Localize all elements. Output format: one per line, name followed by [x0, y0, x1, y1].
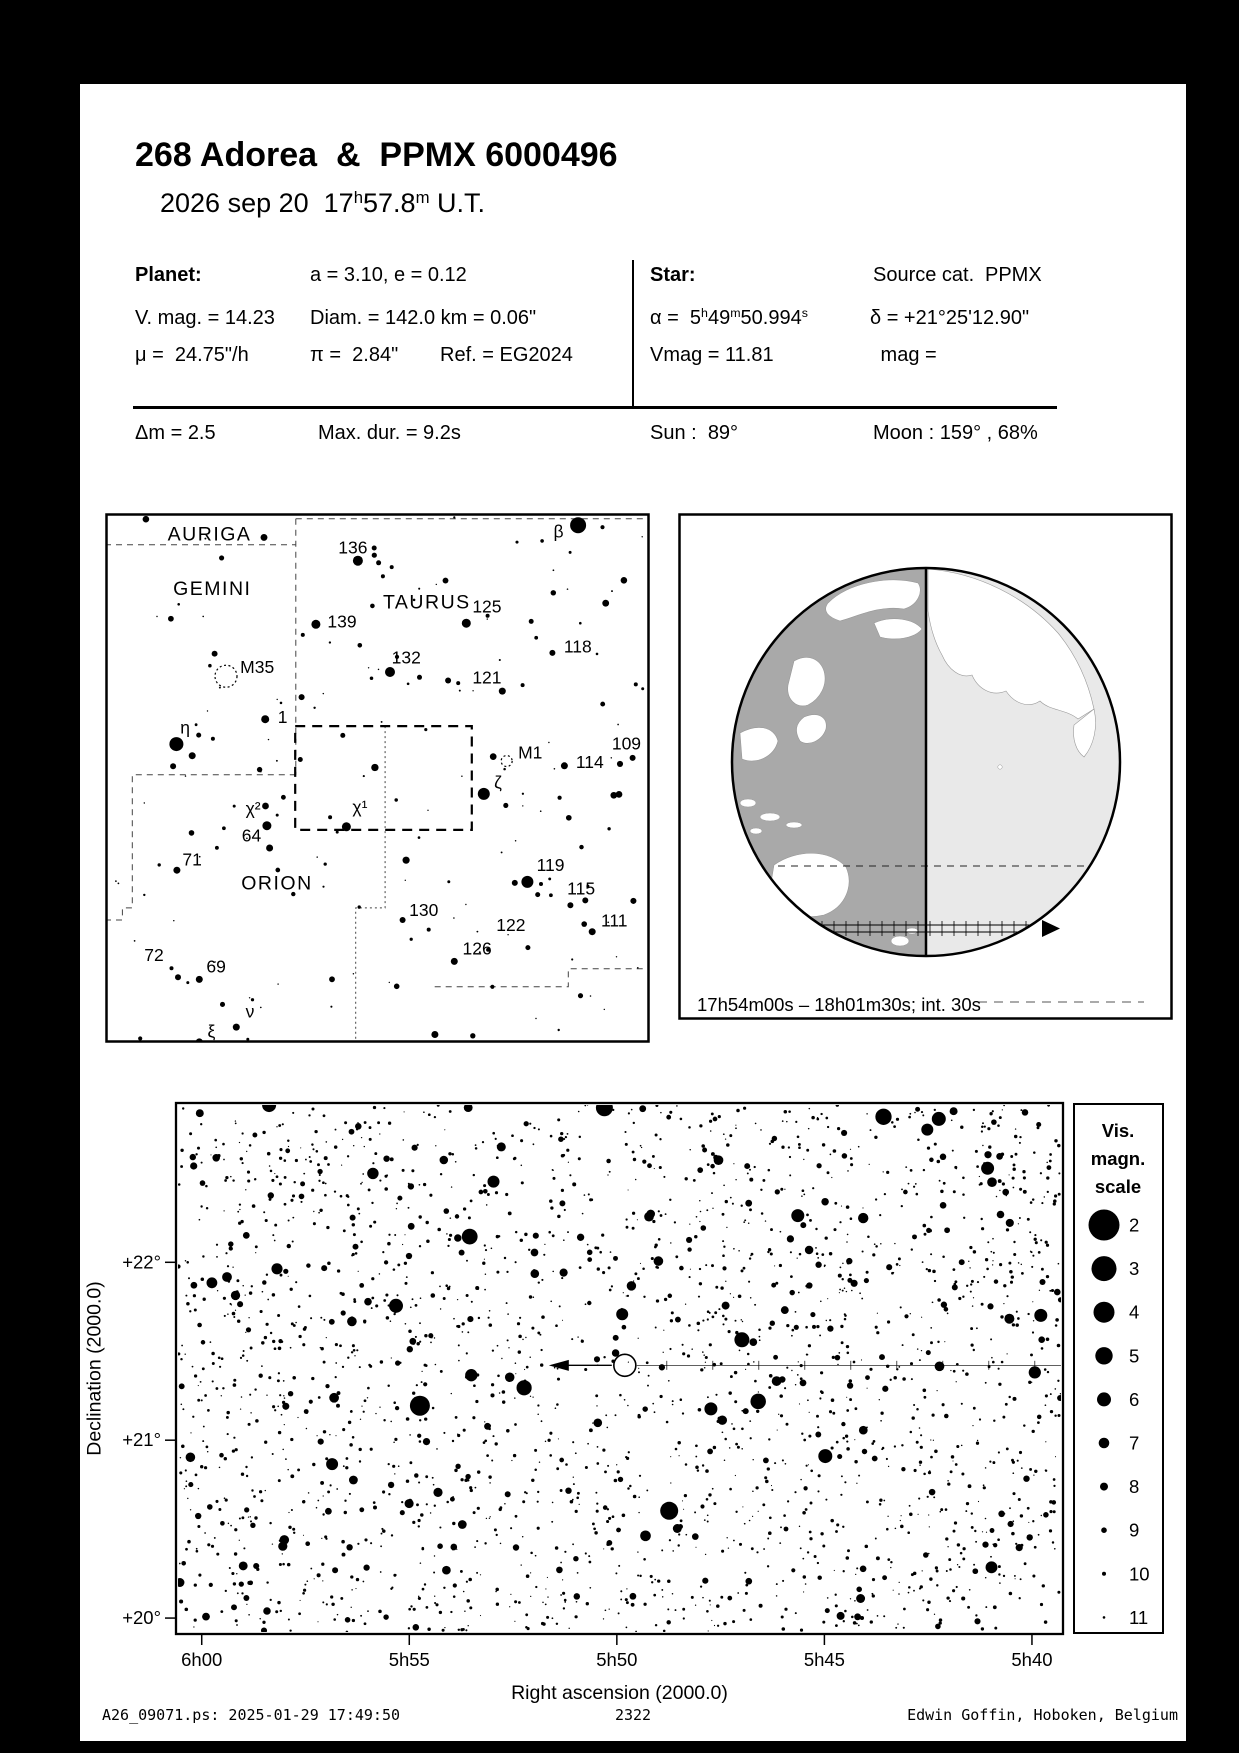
- svg-text:+20°: +20°: [122, 1607, 161, 1629]
- header-rule: [133, 406, 1057, 409]
- star-vmag: Vmag = 11.81: [650, 344, 774, 366]
- star-delta: δ = +21°25'12.90": [870, 307, 1030, 329]
- svg-text:6: 6: [1129, 1388, 1140, 1410]
- svg-text:118: 118: [563, 636, 592, 657]
- svg-text:114: 114: [575, 751, 604, 772]
- sun-elongation: Sun : 89°: [650, 422, 739, 444]
- planet-vmag: V. mag. = 14.23: [135, 307, 275, 329]
- footer-chart-number: 2322: [614, 1706, 652, 1724]
- svg-text:72: 72: [144, 944, 164, 965]
- planet-ref: Ref. = EG2024: [440, 344, 573, 366]
- page-title: 268 Adorea & PPMX 6000496: [135, 136, 618, 174]
- svg-text:7: 7: [1129, 1432, 1140, 1454]
- svg-text:Vis.: Vis.: [1101, 1120, 1135, 1141]
- moon-elongation: Moon : 159° , 68%: [873, 422, 1038, 444]
- svg-text:GEMINI: GEMINI: [173, 578, 252, 601]
- x-axis-label: Right ascension (2000.0): [511, 1682, 728, 1704]
- main-star-chart: [106, 1098, 1126, 1683]
- svg-text:+21°: +21°: [122, 1429, 161, 1451]
- delta-mag: Δm = 2.5: [135, 422, 216, 444]
- svg-text:4: 4: [1129, 1301, 1140, 1323]
- svg-text:109: 109: [611, 733, 642, 754]
- svg-text:M35: M35: [240, 657, 275, 678]
- globe-map: [678, 513, 1173, 1020]
- svg-text:AURIGA: AURIGA: [167, 523, 252, 546]
- star-mag: mag =: [875, 344, 937, 366]
- svg-text:136: 136: [338, 537, 368, 558]
- footer-author: Edwin Goffin, Hoboken, Belgium: [907, 1706, 1178, 1724]
- source-cat-label: Source cat.: [873, 264, 975, 286]
- y-axis-label: Declination (2000.0): [83, 1281, 106, 1456]
- svg-text:scale: scale: [1094, 1176, 1142, 1197]
- svg-text:64: 64: [241, 825, 262, 846]
- svg-text:111: 111: [600, 910, 628, 931]
- svg-text:10: 10: [1129, 1563, 1150, 1585]
- planet-header: Planet:: [135, 264, 202, 286]
- svg-text:119: 119: [536, 854, 565, 875]
- event-datetime: 2026 sep 20 17$^h$57.8$^m$ U.T.: [160, 187, 486, 218]
- footer-filename: A26_09071.ps: 2025-01-29 17:49:50: [102, 1706, 401, 1724]
- planet-pi: π = 2.84": [310, 344, 399, 366]
- svg-text:M1: M1: [518, 742, 543, 763]
- svg-text:η: η: [180, 717, 190, 738]
- header-divider: [632, 260, 634, 406]
- finder-chart: [105, 513, 650, 1043]
- planet-orbit: a = 3.10, e = 0.12: [310, 264, 467, 286]
- svg-text:5: 5: [1129, 1345, 1140, 1367]
- svg-text:5h40: 5h40: [1011, 1649, 1053, 1670]
- svg-text:1: 1: [277, 706, 288, 727]
- max-duration: Max. dur. = 9.2s: [318, 422, 461, 444]
- svg-text:71: 71: [182, 849, 202, 870]
- svg-text:121: 121: [472, 667, 502, 688]
- svg-text:132: 132: [391, 647, 421, 668]
- svg-text:139: 139: [327, 611, 357, 632]
- svg-text:+22°: +22°: [122, 1251, 161, 1273]
- globe-caption: 17h54m00s – 18h01m30s; int. 30s: [697, 994, 981, 1015]
- svg-text:11: 11: [1129, 1606, 1149, 1628]
- svg-text:5h45: 5h45: [803, 1649, 845, 1670]
- svg-text:ζ: ζ: [494, 772, 502, 793]
- svg-text:ξ: ξ: [207, 1021, 216, 1042]
- source-cat-value: PPMX: [985, 264, 1042, 286]
- svg-text:TAURUS: TAURUS: [382, 591, 471, 614]
- svg-text:χ¹: χ¹: [352, 796, 368, 817]
- svg-text:2: 2: [1129, 1214, 1140, 1236]
- svg-text:125: 125: [472, 596, 502, 617]
- star-alpha: α = 5$^h$49$^m$50.994$^s$: [650, 306, 808, 329]
- svg-text:8: 8: [1129, 1476, 1140, 1498]
- svg-text:126: 126: [462, 938, 492, 959]
- target-star-marker: [614, 1354, 636, 1376]
- svg-text:69: 69: [206, 956, 226, 977]
- magnitude-legend: [1073, 1103, 1164, 1634]
- svg-text:ν: ν: [245, 1001, 255, 1022]
- svg-text:β: β: [553, 521, 564, 542]
- planet-mu: μ = 24.75"/h: [135, 344, 249, 366]
- svg-text:9: 9: [1129, 1519, 1140, 1541]
- svg-text:3: 3: [1129, 1258, 1140, 1280]
- svg-text:6h00: 6h00: [181, 1649, 223, 1670]
- svg-text:122: 122: [496, 915, 526, 936]
- svg-text:5h50: 5h50: [596, 1649, 638, 1670]
- planet-diameter: Diam. = 142.0 km = 0.06": [310, 307, 537, 329]
- svg-text:115: 115: [567, 878, 596, 899]
- svg-text:5h55: 5h55: [388, 1649, 430, 1670]
- star-header: Star:: [650, 264, 696, 286]
- event-date: 2026 sep 20: [160, 188, 309, 218]
- svg-text:ORION: ORION: [241, 872, 313, 895]
- document-page: [80, 84, 1186, 1741]
- svg-text:χ²: χ²: [245, 798, 261, 819]
- svg-text:130: 130: [409, 899, 439, 920]
- svg-text:magn.: magn.: [1090, 1148, 1146, 1169]
